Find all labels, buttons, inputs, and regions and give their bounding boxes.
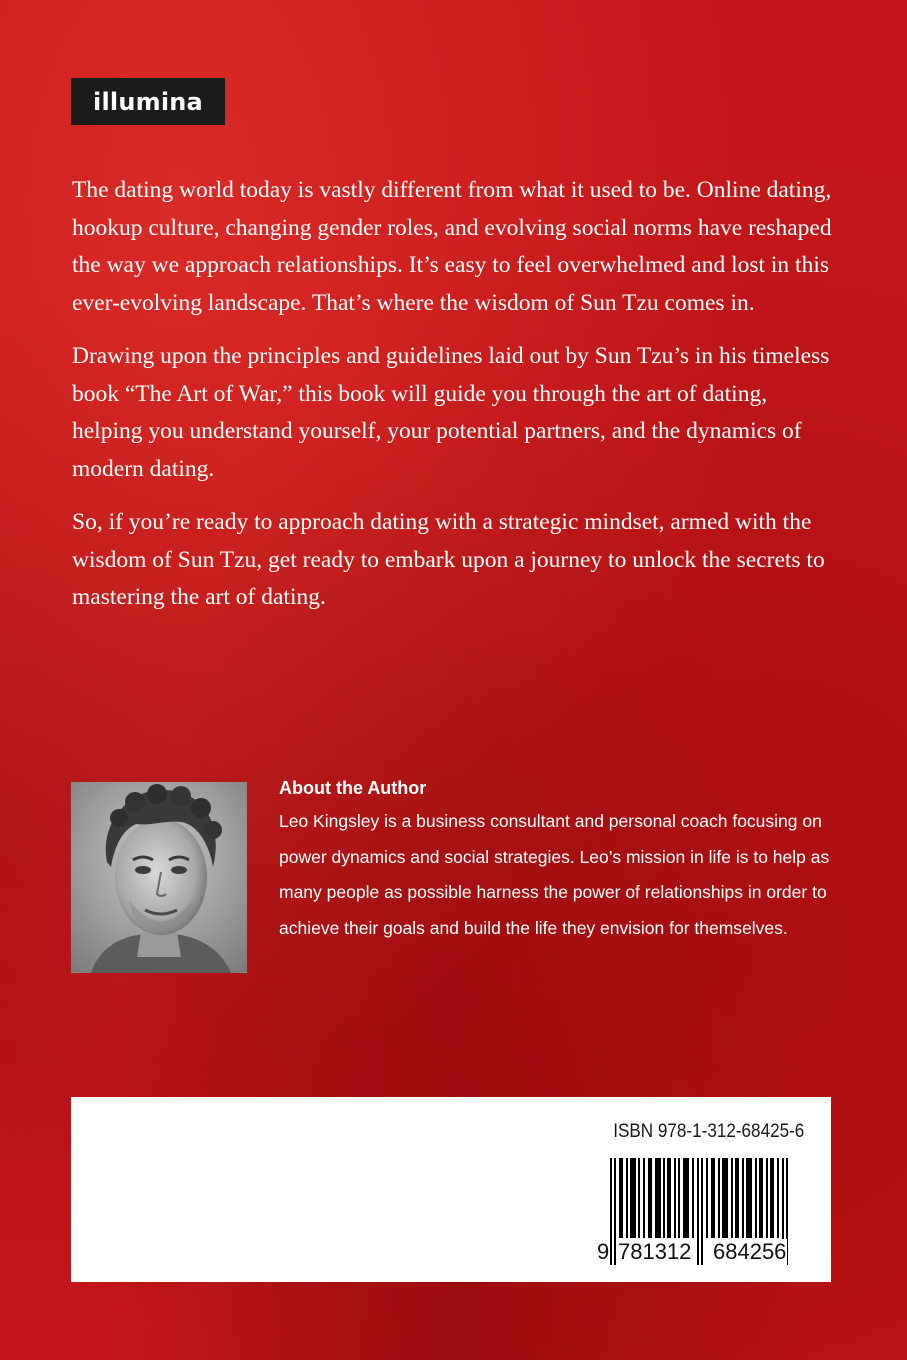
barcode-first-digit: 9 bbox=[597, 1239, 610, 1264]
isbn-label: ISBN 978-1-312-68425-6 bbox=[612, 1121, 804, 1142]
barcode-digits bbox=[598, 1239, 810, 1267]
barcode-right-digits: 684256 bbox=[713, 1239, 787, 1264]
author-photo bbox=[71, 782, 247, 973]
description-paragraph: Drawing upon the principles and guidelines laid out by Sun Tzu’s in his timeless book “The Art of War,” this book will guide you through the art of dating, helping you understand yourself, your potential partners, and the dynamics of modern dating. bbox=[72, 343, 830, 482]
description-paragraph: The dating world today is vastly different from what it used to be. Online dating, hookup culture, changing gender roles, and evolving social norms have reshaped the way we approach relationships. It’s easy to feel overwhelmed and lost in this ever-evolving landscape. That’s where the wisdom of Sun Tzu comes in. bbox=[72, 177, 832, 316]
publisher-logo bbox=[71, 78, 225, 125]
barcode-panel bbox=[71, 1097, 831, 1282]
author-heading: About the Author bbox=[279, 778, 427, 798]
description-paragraph: So, if you’re ready to approach dating with a strategic mindset, armed with the wisdom of Sun Tzu, get ready to embark upon a journey to unlock the secrets to mastering the art of dating. bbox=[72, 509, 825, 610]
author-bio: Leo Kingsley is a business consultant and personal coach focusing on power dynamics and social strategies. Leo’s mission in life is to help as many people as possible harness the power of relationships in order to achieve their goals and build the life they envision for themselves. bbox=[279, 811, 830, 938]
barcode-left-digits: 781312 bbox=[618, 1239, 692, 1264]
about-the-author bbox=[279, 774, 839, 946]
book-description bbox=[72, 172, 842, 633]
publisher-logo-text: illumina bbox=[93, 87, 203, 116]
